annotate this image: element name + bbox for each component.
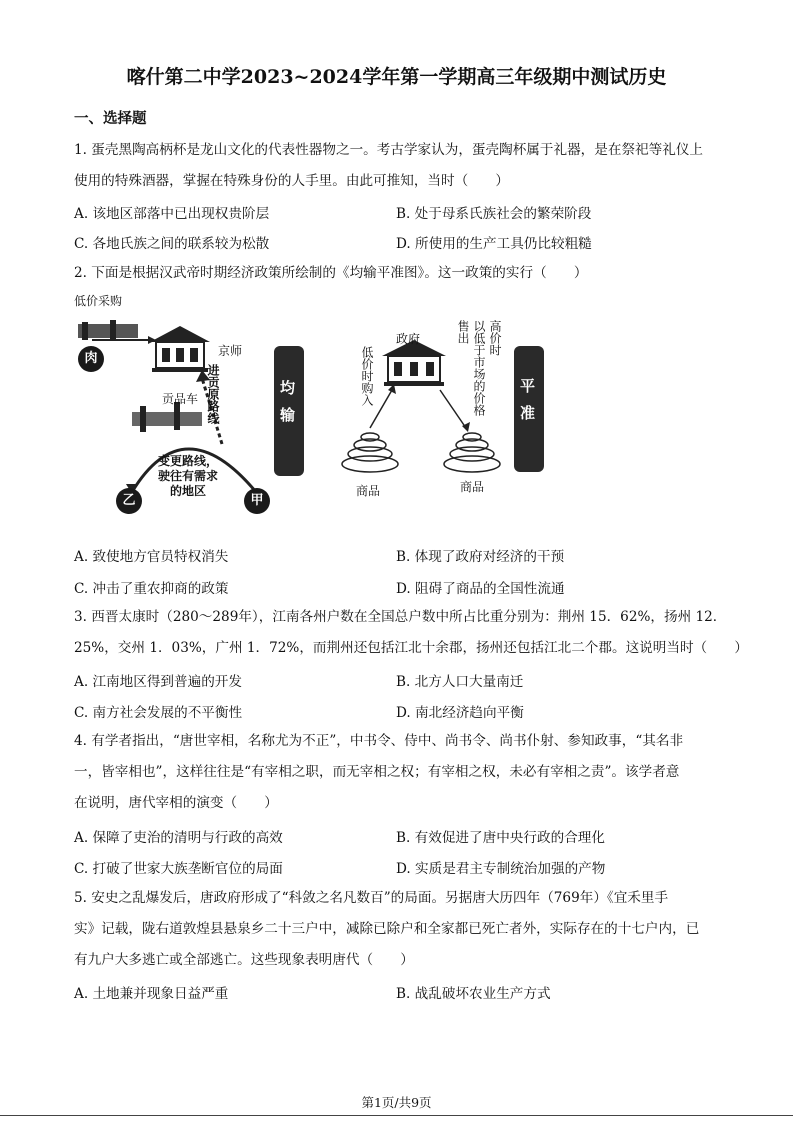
high-price-time-label: 高价时 [488,320,502,356]
question-1-option-d: D. 所使用的生产工具仍比较粗糙 [396,236,592,252]
question-5-line-2: 实》记载，陇右道敦煌县悬泉乡二十三户中，减除已除户和全家都已死亡者外，实际存在的十七户内，已 [74,921,700,937]
page-footer: 第1页/共9页 [361,1095,432,1110]
footer-divider [0,1115,793,1116]
question-3-line-1: 3. 西晋太康时（280～289年），江南各州户数在全国总户数中所占比重分别为：荆州 15．62%，扬州 12． [74,609,727,625]
question-4-line-1: 4. 有学者指出，“唐世宰相，名称尤为不正”，中书令、侍中、尚书令、尚书仆射、参知政事，“其名非 [74,733,684,749]
junshu-label: 均输 [278,380,296,434]
question-3-option-a: A. 江南地区得到普遍的开发 [74,674,242,690]
tribute-cart-label: 贡品车 [162,392,199,406]
junshu-pingzhun-figure [70,294,570,519]
question-3-line-2: 25%，交州 1．03%，广州 1．72%，而荆州还包括江北十余郡，扬州还包括江北二个郡。这说明当时（ ） [74,640,748,656]
question-2-line-1: 2. 下面是根据汉武帝时期经济政策所绘制的《均输平准图》。这一政策的实行（ ） [74,265,588,281]
question-5-option-a: A. 土地兼并现象日益严重 [74,986,229,1002]
goods-label-left: 商品 [356,484,381,498]
question-4-option-d: D. 实质是君主专制统治加强的产物 [396,861,606,877]
question-4-option-a: A. 保障了吏治的清明与行政的高效 [74,830,283,846]
question-2-option-d: D. 阻碍了商品的全国性流通 [396,581,565,597]
capital-building-icon [150,326,210,372]
question-5-option-b: B. 战乱破坏农业生产方式 [396,986,551,1002]
question-2-option-c: C. 冲击了重农抑商的政策 [74,581,229,597]
page-title: 喀什第二中学2023~2024学年第一学期高三年级期中测试历史 [126,66,667,88]
pingzhun-label: 平准 [518,378,536,432]
question-1-line-2: 使用的特殊酒器，掌握在特殊身份的人手里。由此可推知，当时（ ） [74,173,509,189]
section-heading: 一、选择题 [74,110,147,127]
reroute-label-1: 变更路线， [157,454,218,468]
reroute-label-2: 驶往有需求 [157,469,218,483]
merchant-cart-icon [78,320,138,340]
lower-than-market-label: 以低于市场的价格 [472,320,486,416]
question-5-line-1: 5. 安史之乱爆发后，唐政府形成了“科敛之名凡数百”的局面。另据唐大历四年（769年）《宜禾里手 [74,890,669,906]
question-4-line-2: 一，皆宰相也”，这样往往是“有宰相之职，而无宰相之权；有宰相之权，未必有宰相之责”。该学者意 [74,764,680,780]
question-1-option-a: A. 该地区部落中已出现权贵阶层 [74,206,270,222]
capital-label: 京师 [218,344,243,358]
question-1-option-c: C. 各地氏族之间的联系较为松散 [74,236,270,252]
yi-badge: 乙 [116,488,142,514]
question-1-line-1: 1. 蛋壳黑陶高柄杯是龙山文化的代表性器物之一。考古学家认为，蛋壳陶杯属于礼器，是在祭祀等礼仪上 [74,142,704,158]
question-4-option-c: C. 打破了世家大族垄断官位的局面 [74,861,283,877]
question-3-option-d: D. 南北经济趋向平衡 [396,705,524,721]
tribute-route-label: 进贡原路线 [206,364,220,424]
meat-badge: 肉 [78,346,104,372]
government-label: 政府 [396,332,421,346]
question-4-option-b: B. 有效促进了唐中央行政的合理化 [396,830,605,846]
goods-label-right: 商品 [460,480,485,494]
goods-pile-left-icon [342,433,398,472]
question-3-option-b: B. 北方人口大量南迁 [396,674,524,690]
question-4-line-3: 在说明，唐代宰相的演变（ ） [74,795,278,811]
goods-pile-right-icon [444,433,500,472]
jia-badge: 甲 [244,488,270,514]
sell-label: 售出 [456,320,470,344]
reroute-label-3: 的地区 [169,484,206,498]
low-price-purchase-label: 低价采购 [74,294,123,308]
question-5-line-3: 有九户大多逃亡或全部逃亡。这些现象表明唐代（ ） [74,952,414,968]
question-2-option-b: B. 体现了政府对经济的干预 [396,549,565,565]
low-price-buy-label: 低价时购入 [360,346,374,406]
question-1-option-b: B. 处于母系氏族社会的繁荣阶段 [396,206,592,222]
question-3-option-c: C. 南方社会发展的不平衡性 [74,705,243,721]
question-2-option-a: A. 致使地方官员特权消失 [74,549,229,565]
